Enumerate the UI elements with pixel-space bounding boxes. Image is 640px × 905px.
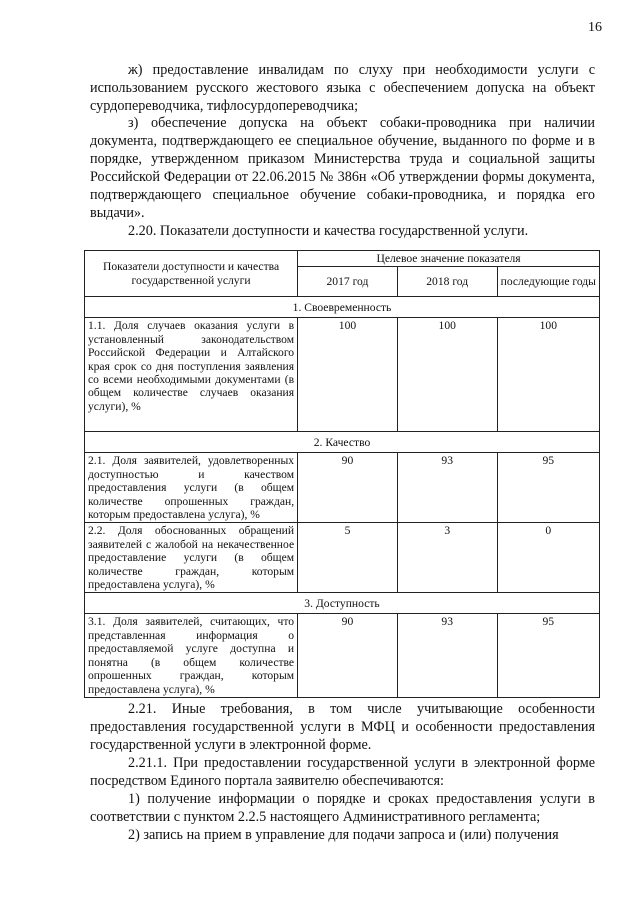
indicator-label: 2.1. Доля заявителей, удовлетворенных доступностью и качеством предоставления услуги (в общем количестве опрошенных граждан, которым предоставлена услуга), %	[85, 453, 298, 523]
value-2018: 100	[397, 318, 497, 432]
paragraph-z: з) обеспечение допуска на объект собаки-проводника при наличии документа, подтверждающего ее специальное обучение, выданного по форме и в порядке, утвержденном приказом Министерства труда и социальной защиты Российской Федерации от 22.06.2015 № 386н «Об утверждении формы документа, подтверждающего специальное обучение собаки-проводника, и порядка его выдачи».	[90, 115, 595, 221]
value-following: 100	[497, 318, 599, 432]
indicator-label: 1.1. Доля случаев оказания услуги в установленный законодательством Российской Федерации и Алтайского края срок со дня поступления заявления со всеми необходимыми документами (в общем количестве случаев оказания услуги), %	[85, 318, 298, 432]
paragraph-2-21-1: 2.21.1. При предоставлении государственной услуги в электронной форме посредством Единого портала заявителю обеспечиваются:	[90, 755, 595, 789]
value-2017: 90	[298, 614, 398, 697]
indicator-label: 2.2. Доля обоснованных обращений заявителей с жалобой на некачественное предоставление услуги (в общем количестве граждан, которым предоставлена услуга), %	[85, 523, 298, 593]
list-item-2: 2) запись на прием в управление для подачи запроса и (или) получения	[128, 827, 559, 843]
value-following: 0	[497, 523, 599, 593]
header-year-2017: 2017 год	[298, 267, 398, 297]
value-following: 95	[497, 453, 599, 523]
header-year-2018: 2018 год	[397, 267, 497, 297]
section-title: 2. Качество	[85, 432, 600, 453]
paragraph-zh: ж) предоставление инвалидам по слуху при необходимости услуги с использованием русского жестового языка с обеспечением допуска на объект сурдопереводчика, тифлосурдопереводчика;	[90, 62, 595, 114]
value-2017: 100	[298, 318, 398, 432]
header-indicator: Показатели доступности и качества государственной услуги	[85, 251, 298, 297]
section-heading-2-20: 2.20. Показатели доступности и качества государственной услуги.	[128, 223, 529, 239]
paragraph-2-21: 2.21. Иные требования, в том числе учитывающие особенности предоставления государственной услуги в МФЦ и особенности предоставления государственной услуги в электронной форме.	[90, 701, 595, 753]
indicator-label: 3.1. Доля заявителей, считающих, что представленная информация о предоставляемой услуге доступна и понятна (в общем количестве опрошенных граждан, которым предоставлена услуга), %	[85, 614, 298, 697]
value-2018: 3	[397, 523, 497, 593]
header-year-following: последующие годы	[497, 267, 599, 297]
header-target: Целевое значение показателя	[298, 251, 600, 267]
value-2018: 93	[397, 453, 497, 523]
section-title: 1. Своевременность	[85, 297, 600, 318]
value-2018: 93	[397, 614, 497, 697]
table-row	[85, 523, 600, 593]
value-following: 95	[497, 614, 599, 697]
value-2017: 5	[298, 523, 398, 593]
indicators-table	[84, 250, 600, 698]
table-row	[85, 318, 600, 432]
table-row	[85, 614, 600, 697]
value-2017: 90	[298, 453, 398, 523]
page-number: 16	[588, 20, 602, 35]
section-title: 3. Доступность	[85, 593, 600, 614]
list-item-1: 1) получение информации о порядке и сроках предоставления услуги в соответствии с пунктом 2.2.5 настоящего Административного регламента;	[90, 791, 595, 825]
table-row	[85, 453, 600, 523]
